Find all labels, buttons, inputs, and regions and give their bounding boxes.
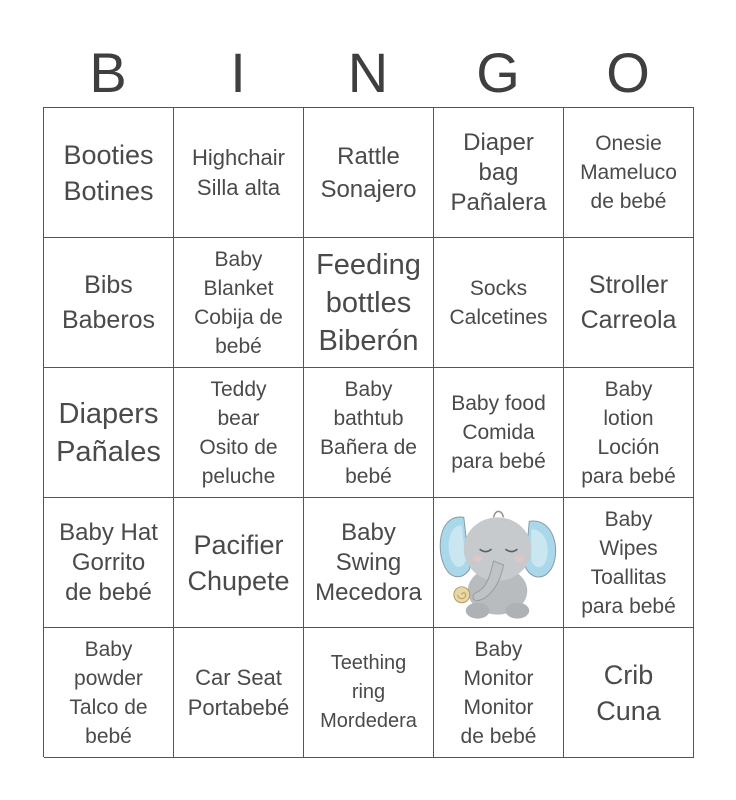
header-letter-b: B: [89, 41, 127, 104]
header-letter-i: I: [230, 41, 246, 104]
bingo-header: [43, 40, 693, 106]
bingo-cell[interactable]: Baby bathtub Bañera de bebé: [304, 368, 434, 498]
bingo-cell[interactable]: Pacifier Chupete: [174, 498, 304, 628]
bingo-cell[interactable]: Onesie Mameluco de bebé: [564, 108, 694, 238]
bingo-cell[interactable]: Car Seat Portabebé: [174, 628, 304, 758]
header-letter-o: O: [606, 41, 650, 104]
bingo-cell[interactable]: Baby Hat Gorrito de bebé: [44, 498, 174, 628]
bingo-cell[interactable]: Diaper bag Pañalera: [434, 108, 564, 238]
bingo-cell[interactable]: Socks Calcetines: [434, 238, 564, 368]
bingo-cell[interactable]: Diapers Pañales: [44, 368, 174, 498]
bingo-cell[interactable]: Baby Blanket Cobija de bebé: [174, 238, 304, 368]
bingo-cell[interactable]: Teddy bear Osito de peluche: [174, 368, 304, 498]
baby-elephant-icon: [434, 499, 563, 627]
bingo-cell[interactable]: Highchair Silla alta: [174, 108, 304, 238]
bingo-grid: [43, 107, 694, 757]
bingo-cell[interactable]: Stroller Carreola: [564, 238, 694, 368]
bingo-cell[interactable]: Crib Cuna: [564, 628, 694, 758]
bingo-cell[interactable]: Baby Monitor Monitor de bebé: [434, 628, 564, 758]
bingo-cell[interactable]: Baby powder Talco de bebé: [44, 628, 174, 758]
bingo-cell[interactable]: Baby lotion Loción para bebé: [564, 368, 694, 498]
bingo-cell[interactable]: Baby food Comida para bebé: [434, 368, 564, 498]
bingo-cell[interactable]: Rattle Sonajero: [304, 108, 434, 238]
bingo-cell[interactable]: Baby Swing Mecedora: [304, 498, 434, 628]
header-letter-n: N: [347, 41, 389, 104]
free-space[interactable]: [434, 498, 564, 628]
bingo-cell[interactable]: Bibs Baberos: [44, 238, 174, 368]
bingo-cell[interactable]: Booties Botines: [44, 108, 174, 238]
header-letter-g: G: [476, 41, 520, 104]
bingo-cell[interactable]: Baby Wipes Toallitas para bebé: [564, 498, 694, 628]
bingo-cell[interactable]: Teething ring Mordedera: [304, 628, 434, 758]
bingo-cell[interactable]: Feeding bottles Biberón: [304, 238, 434, 368]
